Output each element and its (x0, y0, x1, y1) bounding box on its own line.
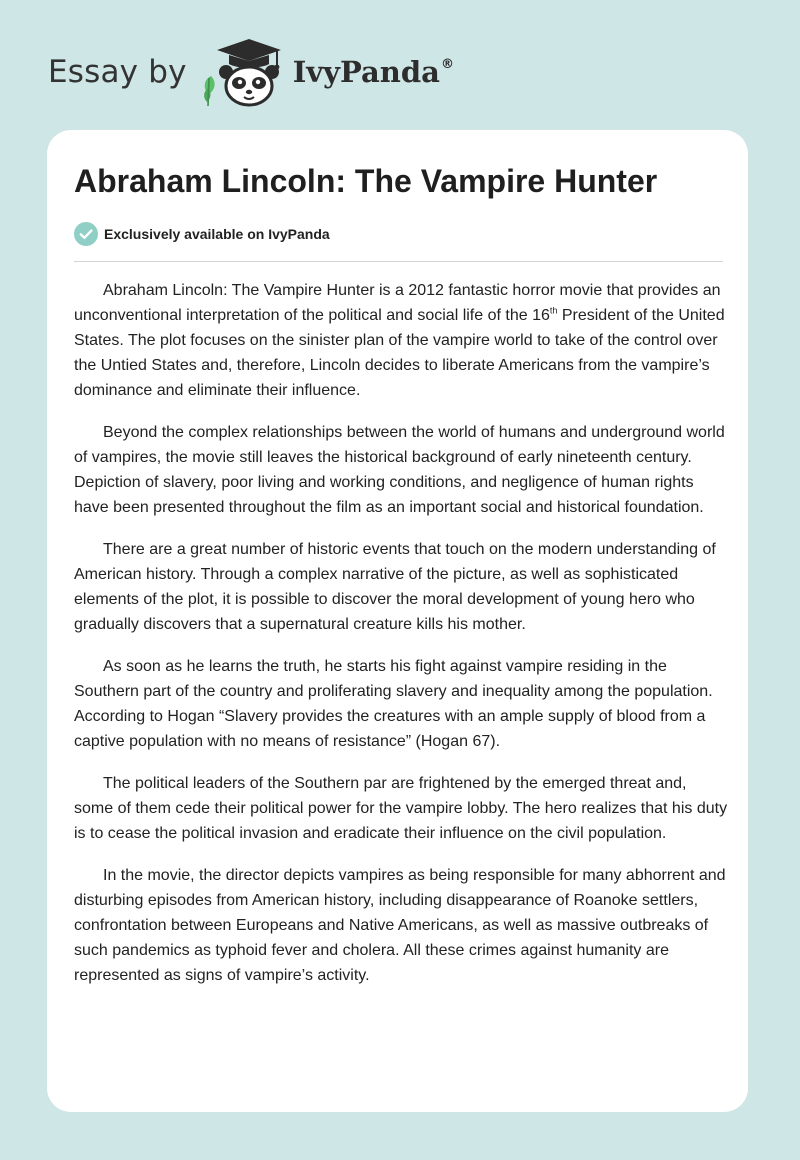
divider (74, 261, 723, 262)
brand-name[interactable] (293, 55, 454, 89)
leaf-icon (204, 76, 215, 106)
registered-mark: ® (440, 57, 454, 72)
panda-graduate-logo-icon[interactable] (197, 36, 289, 108)
availability-text: Exclusively available on IvyPanda (104, 226, 330, 242)
check-circle-icon (74, 222, 98, 246)
essay-body (74, 278, 729, 1005)
paragraph: The political leaders of the Southern par are frightened by the emerged threat and, some of them cede their political power for the vampire lobby. The hero realizes that his duty is to cease the political invasion and eradicate their influence on the civil population. (74, 775, 728, 842)
site-header (48, 36, 454, 108)
availability-badge (74, 222, 330, 246)
brand-name-text: IvyPanda (292, 55, 440, 89)
paragraph-text: President of the United States. The plot focuses on the sinister plan of the vampire world to take of the control over the Untied States and, therefore, Lincoln decides to liberate Americans from the vampire’s dominance and eliminate their influence. (74, 307, 725, 399)
paragraph: As soon as he learns the truth, he starts his fight against vampire residing in the Southern part of the country and proliferating slavery and inequality among the population. According to Hogan “Slavery provides the creatures with an ample supply of blood from a captive population with no means of resistance” (Hogan 67). (74, 658, 713, 750)
paragraph: Beyond the complex relationships between the world of humans and underground world of vampires, the movie still leaves the historical background of early nineteenth century. Depiction of slavery, poor living and working conditions, and negligence of human rights have been presented throughout the film as an important social and historical foundation. (74, 424, 725, 516)
page-title: Abraham Lincoln: The Vampire Hunter (74, 163, 658, 199)
essay-card (47, 130, 748, 1112)
ordinal-suffix: th (549, 305, 558, 316)
paragraph (74, 278, 729, 403)
essay-by-label: Essay by (48, 54, 187, 90)
paragraph: In the movie, the director depicts vampires as being responsible for many abhorrent and disturbing episodes from American history, including disappearance of Roanoke settlers, confrontation between Europeans and Native Americans, as well as massive outbreaks of such pandemics as typhoid fever and cholera. All these crimes against humanity are represented as signs of vampire’s activity. (74, 867, 726, 984)
paragraph-text: Abraham Lincoln: The Vampire Hunter is a 2012 fantastic horror movie that provides an unconventional interpretation of the political and social life of the 16 (74, 282, 721, 324)
paragraph: There are a great number of historic events that touch on the modern understanding of American history. Through a complex narrative of the picture, as well as sophisticated elements of the plot, it is possible to discover the moral development of young hero who gradually discovers that a supernatural creature kills his mother. (74, 541, 716, 633)
